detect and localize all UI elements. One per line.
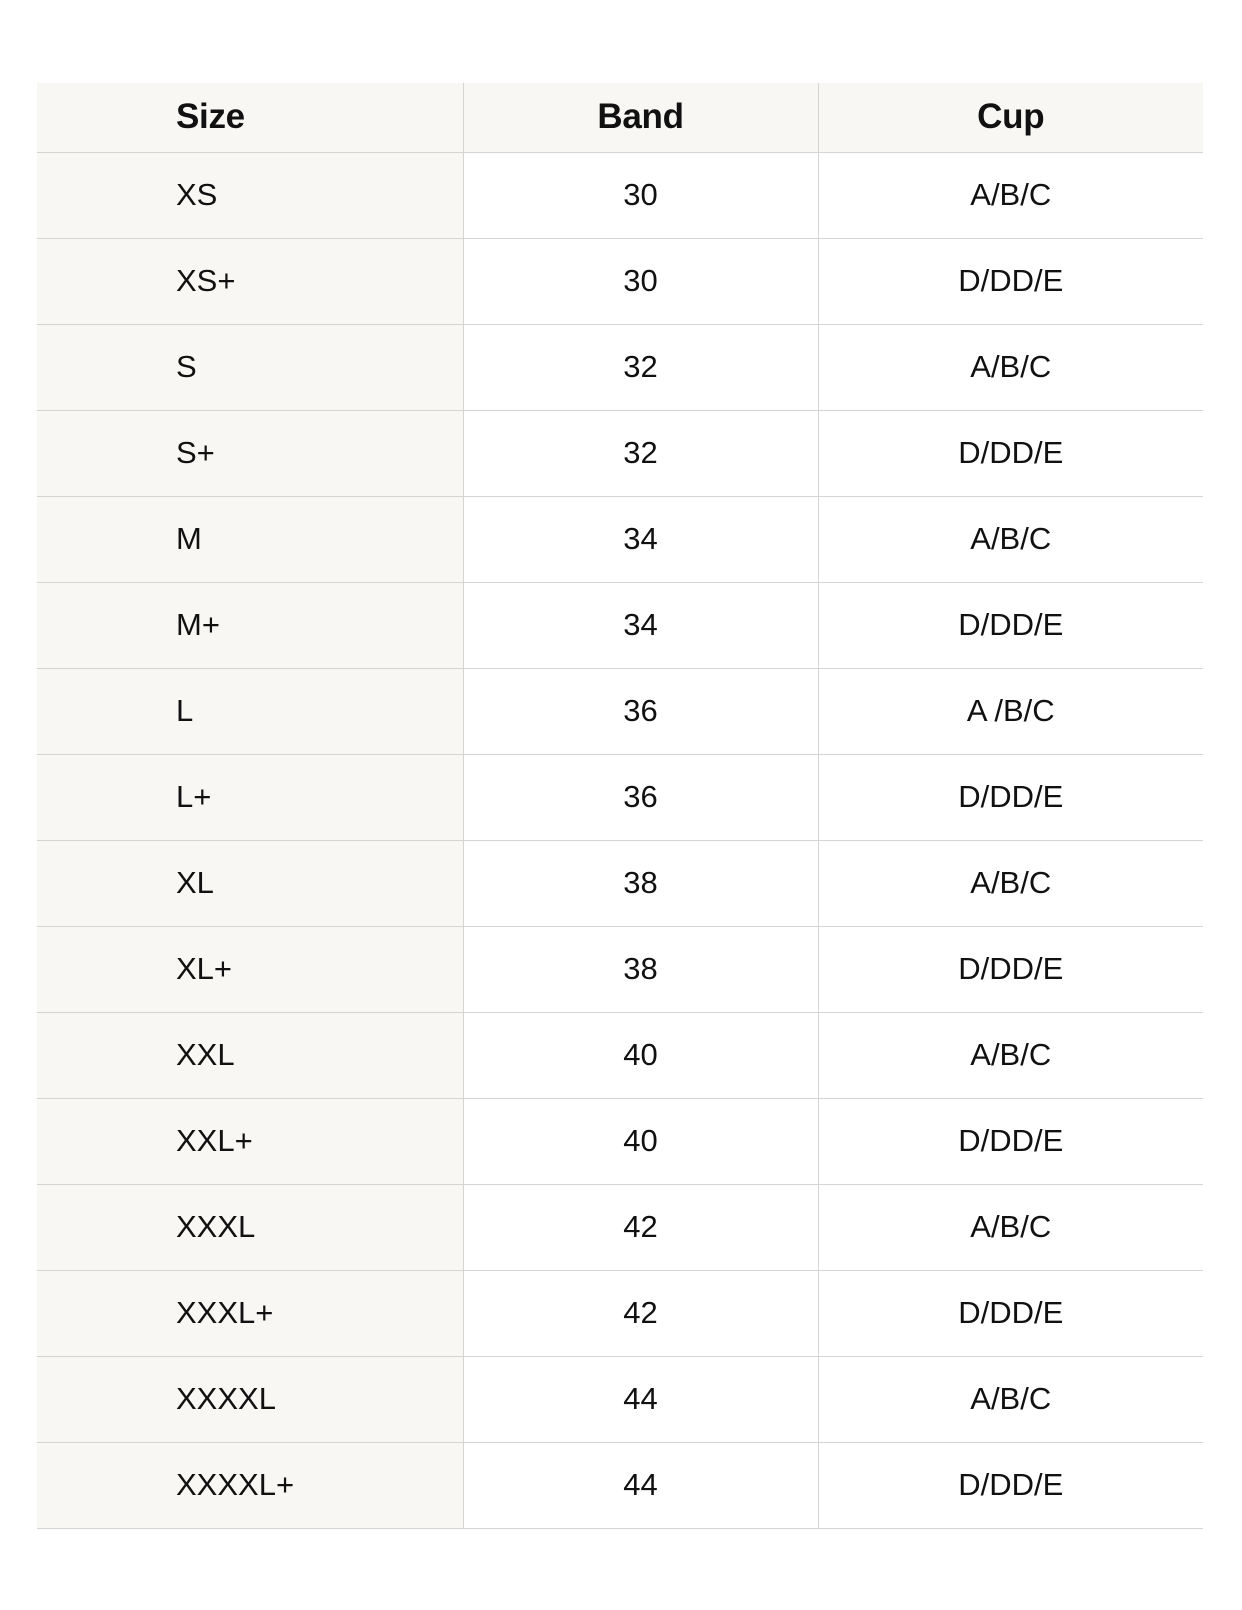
table-row [37, 152, 1203, 238]
band-cell: 36 [463, 668, 818, 754]
table-row [37, 840, 1203, 926]
size-cell: XL+ [37, 926, 463, 1012]
band-cell: 44 [463, 1442, 818, 1528]
size-chart-table [37, 83, 1203, 1529]
size-cell: XS+ [37, 238, 463, 324]
table-row [37, 324, 1203, 410]
cup-cell: D/DD/E [818, 1442, 1203, 1528]
table-row [37, 1356, 1203, 1442]
cup-cell: A/B/C [818, 152, 1203, 238]
size-cell: XS [37, 152, 463, 238]
table-row [37, 926, 1203, 1012]
cup-cell: D/DD/E [818, 754, 1203, 840]
band-cell: 38 [463, 926, 818, 1012]
header-size: Size [37, 83, 463, 152]
cup-cell: A/B/C [818, 1012, 1203, 1098]
band-cell: 42 [463, 1184, 818, 1270]
cup-cell: A/B/C [818, 1184, 1203, 1270]
band-cell: 42 [463, 1270, 818, 1356]
table-row [37, 1098, 1203, 1184]
size-cell: XXXL+ [37, 1270, 463, 1356]
table-row [37, 754, 1203, 840]
cup-cell: A/B/C [818, 324, 1203, 410]
cup-cell: D/DD/E [818, 926, 1203, 1012]
size-cell: L+ [37, 754, 463, 840]
table-row [37, 1184, 1203, 1270]
header-cup: Cup [818, 83, 1203, 152]
table-body [37, 152, 1203, 1528]
size-cell: XXXXL+ [37, 1442, 463, 1528]
band-cell: 34 [463, 496, 818, 582]
band-cell: 38 [463, 840, 818, 926]
cup-cell: D/DD/E [818, 410, 1203, 496]
band-cell: 40 [463, 1098, 818, 1184]
band-cell: 30 [463, 238, 818, 324]
size-cell: XXL [37, 1012, 463, 1098]
cup-cell: D/DD/E [818, 238, 1203, 324]
band-cell: 34 [463, 582, 818, 668]
table-row [37, 1270, 1203, 1356]
size-cell: XXXL [37, 1184, 463, 1270]
size-cell: XXL+ [37, 1098, 463, 1184]
header-row [37, 83, 1203, 152]
band-cell: 44 [463, 1356, 818, 1442]
band-cell: 36 [463, 754, 818, 840]
cup-cell: A/B/C [818, 496, 1203, 582]
band-cell: 40 [463, 1012, 818, 1098]
size-cell: XL [37, 840, 463, 926]
cup-cell: A /B/C [818, 668, 1203, 754]
table-row [37, 496, 1203, 582]
size-cell: M [37, 496, 463, 582]
size-cell: XXXXL [37, 1356, 463, 1442]
table-row [37, 1442, 1203, 1528]
table-row [37, 582, 1203, 668]
band-cell: 30 [463, 152, 818, 238]
cup-cell: D/DD/E [818, 582, 1203, 668]
table-row [37, 668, 1203, 754]
cup-cell: A/B/C [818, 1356, 1203, 1442]
table-row [37, 238, 1203, 324]
table-header [37, 83, 1203, 152]
band-cell: 32 [463, 324, 818, 410]
table-row [37, 410, 1203, 496]
band-cell: 32 [463, 410, 818, 496]
table-row [37, 1012, 1203, 1098]
cup-cell: D/DD/E [818, 1270, 1203, 1356]
size-cell: L [37, 668, 463, 754]
size-cell: S [37, 324, 463, 410]
cup-cell: D/DD/E [818, 1098, 1203, 1184]
size-cell: M+ [37, 582, 463, 668]
size-cell: S+ [37, 410, 463, 496]
header-band: Band [463, 83, 818, 152]
cup-cell: A/B/C [818, 840, 1203, 926]
